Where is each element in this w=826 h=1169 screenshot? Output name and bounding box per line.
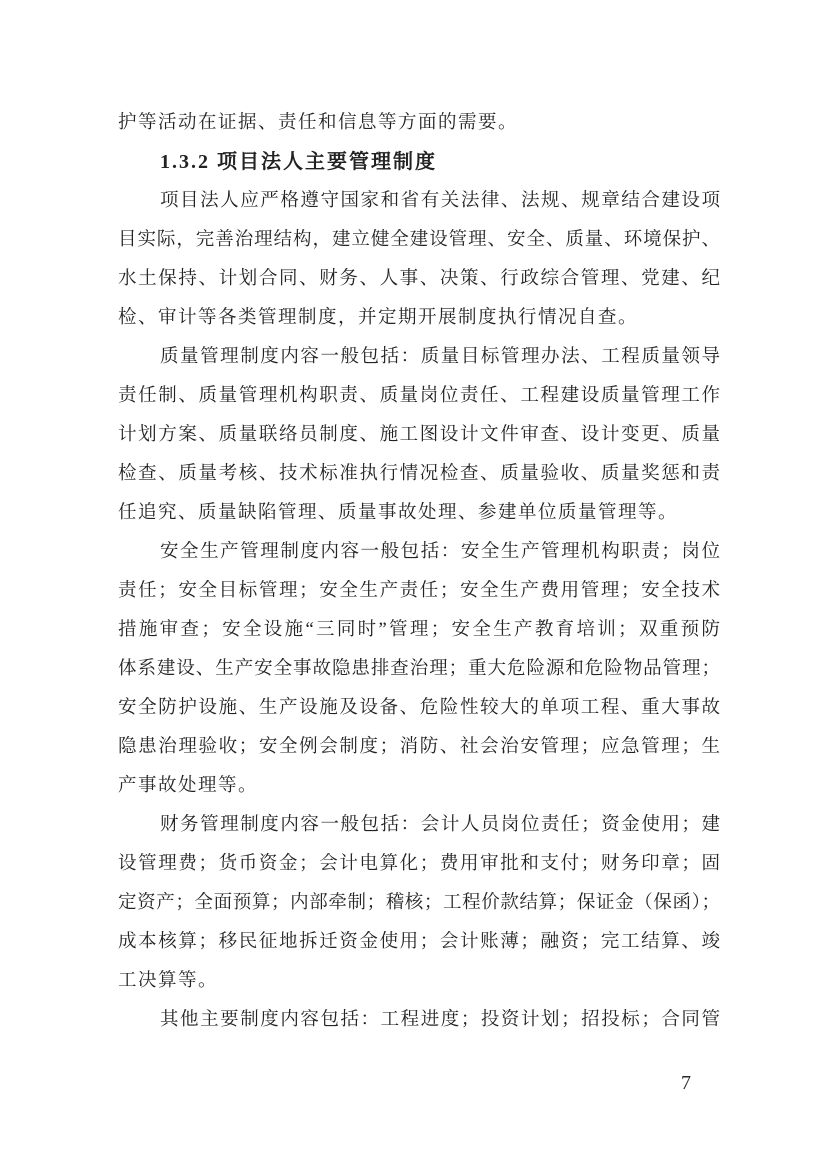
paragraph xyxy=(118,533,720,806)
paragraph-line: 目实际，完善治理结构，建立健全建设管理、安全、质量、环境保护、 xyxy=(118,230,720,250)
section-heading: 1.3.2 项目法人主要管理制度 xyxy=(160,151,437,173)
paragraph xyxy=(118,1001,720,1040)
paragraph-line: 质量管理制度内容一般包括：质量目标管理办法、工程质量领导 xyxy=(160,347,720,367)
paragraph-line: 工决算等。 xyxy=(118,971,219,991)
paragraph xyxy=(118,806,720,1001)
paragraph-line: 责任；安全目标管理；安全生产责任；安全生产费用管理；安全技术 xyxy=(118,581,720,601)
paragraph-line: 检、审计等各类管理制度，并定期开展制度执行情况自查。 xyxy=(118,308,639,328)
paragraph-line: 体系建设、生产安全事故隐患排查治理；重大危险源和危险物品管理； xyxy=(118,659,720,679)
paragraph-line: 水土保持、计划合同、财务、人事、决策、行政综合管理、党建、纪 xyxy=(118,269,720,289)
paragraph-line: 定资产；全面预算；内部牵制；稽核；工程价款结算；保证金（保函）； xyxy=(118,893,720,913)
paragraph-line: 安全防护设施、生产设施及设备、危险性较大的单项工程、重大事故 xyxy=(118,698,720,718)
paragraph xyxy=(118,338,720,533)
paragraph-line: 措施审查；安全设施“三同时”管理；安全生产教育培训；双重预防 xyxy=(118,620,720,640)
carryover-paragraph-line: 护等活动在证据、责任和信息等方面的需要。 xyxy=(118,113,519,133)
paragraphs-container xyxy=(118,182,720,1040)
paragraph-line: 其他主要制度内容包括：工程进度；投资计划；招投标；合同管 xyxy=(160,1010,720,1030)
paragraph-line: 成本核算；移民征地拆迁资金使用；会计账薄；融资；完工结算、竣 xyxy=(118,932,720,952)
paragraph-line: 检查、质量考核、技术标准执行情况检查、质量验收、质量奖惩和责 xyxy=(118,464,720,484)
paragraph-line: 责任制、质量管理机构职责、质量岗位责任、工程建设质量管理工作 xyxy=(118,386,720,406)
document-body xyxy=(118,104,720,1040)
paragraph-line: 安全生产管理制度内容一般包括：安全生产管理机构职责；岗位 xyxy=(160,542,720,562)
paragraph-line: 产事故处理等。 xyxy=(118,776,259,796)
paragraph-line: 任追究、质量缺陷管理、质量事故处理、参建单位质量管理等。 xyxy=(118,503,679,523)
paragraph-line: 设管理费；货币资金；会计电算化；费用审批和支付；财务印章；固 xyxy=(118,854,720,874)
paragraph-line: 隐患治理验收；安全例会制度；消防、社会治安管理；应急管理；生 xyxy=(118,737,720,757)
paragraph xyxy=(118,182,720,338)
paragraph-line: 计划方案、质量联络员制度、施工图设计文件审查、设计变更、质量 xyxy=(118,425,720,445)
paragraph-line: 项目法人应严格遵守国家和省有关法律、法规、规章结合建设项 xyxy=(160,191,720,211)
paragraph-line: 财务管理制度内容一般包括：会计人员岗位责任；资金使用；建 xyxy=(160,815,720,835)
page-number: 7 xyxy=(681,1072,691,1094)
